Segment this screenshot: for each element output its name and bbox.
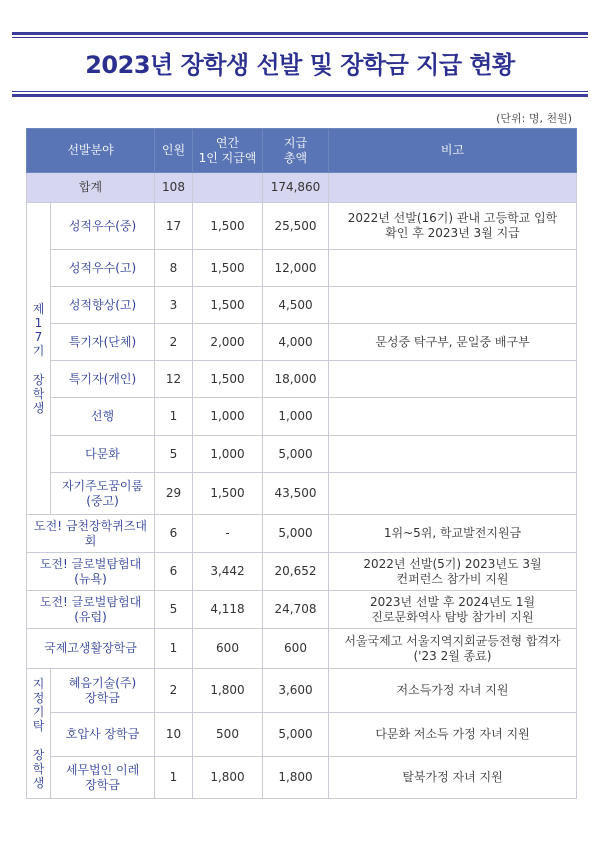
row-note: 2022년 선발(5기) 2023년도 3월 컨퍼런스 참가비 지원 bbox=[329, 553, 577, 591]
row-count: 10 bbox=[155, 713, 193, 757]
row-name: 도전! 글로벌탐험대 (뉴욕) bbox=[27, 553, 155, 591]
row-name: 선행 bbox=[51, 398, 155, 436]
row-note: 저소득가정 자녀 지원 bbox=[329, 669, 577, 713]
header-annual: 연간 1인 지급액 bbox=[193, 129, 263, 173]
row-note: 다문화 저소득 가정 자녀 지원 bbox=[329, 713, 577, 757]
row-annual: 1,500 bbox=[193, 287, 263, 324]
title-banner bbox=[12, 32, 588, 98]
row-name: 도전! 금천장학퀴즈대회 bbox=[27, 515, 155, 553]
row-name: 국제고생활장학금 bbox=[27, 629, 155, 669]
table-row bbox=[27, 553, 577, 591]
row-name: 성적우수(중) bbox=[51, 203, 155, 250]
row-annual: 1,500 bbox=[193, 473, 263, 515]
table-row bbox=[27, 324, 577, 361]
row-annual: 3,442 bbox=[193, 553, 263, 591]
row-annual: 1,800 bbox=[193, 669, 263, 713]
row-total: 5,000 bbox=[263, 713, 329, 757]
row-name: 도전! 글로벌탐험대 (유럽) bbox=[27, 591, 155, 629]
row-total: 20,652 bbox=[263, 553, 329, 591]
row-annual: 1,500 bbox=[193, 203, 263, 250]
row-total: 600 bbox=[263, 629, 329, 669]
row-name: 특기자(단체) bbox=[51, 324, 155, 361]
row-note: 서울국제고 서울지역지회균등전형 합격자 ('23 2월 종료) bbox=[329, 629, 577, 669]
table-row bbox=[27, 757, 577, 799]
row-count: 1 bbox=[155, 398, 193, 436]
row-name: 성적향상(고) bbox=[51, 287, 155, 324]
header-count: 인원 bbox=[155, 129, 193, 173]
table-row bbox=[27, 629, 577, 669]
header-row bbox=[27, 129, 577, 173]
row-note bbox=[329, 361, 577, 398]
row-total: 12,000 bbox=[263, 250, 329, 287]
table-row bbox=[27, 398, 577, 436]
row-total: 4,000 bbox=[263, 324, 329, 361]
header-total: 지급 총액 bbox=[263, 129, 329, 173]
row-count: 1 bbox=[155, 629, 193, 669]
row-total: 43,500 bbox=[263, 473, 329, 515]
row-count: 3 bbox=[155, 287, 193, 324]
table-row bbox=[27, 473, 577, 515]
total-row bbox=[27, 173, 577, 203]
table-row bbox=[27, 669, 577, 713]
total-label: 합계 bbox=[27, 173, 155, 203]
row-name: 특기자(개인) bbox=[51, 361, 155, 398]
table-row bbox=[27, 515, 577, 553]
table-row bbox=[27, 203, 577, 250]
total-note bbox=[329, 173, 577, 203]
row-count: 12 bbox=[155, 361, 193, 398]
row-count: 5 bbox=[155, 591, 193, 629]
header-note: 비고 bbox=[329, 129, 577, 173]
title-rule-top-thin bbox=[12, 37, 588, 38]
row-note bbox=[329, 287, 577, 324]
row-annual: 1,500 bbox=[193, 361, 263, 398]
row-name: 다문화 bbox=[51, 436, 155, 473]
header-field: 선발분야 bbox=[27, 129, 155, 173]
table-row bbox=[27, 361, 577, 398]
row-total: 18,000 bbox=[263, 361, 329, 398]
row-annual: - bbox=[193, 515, 263, 553]
row-count: 6 bbox=[155, 553, 193, 591]
row-annual: 1,000 bbox=[193, 398, 263, 436]
table-row bbox=[27, 287, 577, 324]
total-amount: 174,860 bbox=[263, 173, 329, 203]
row-total: 1,000 bbox=[263, 398, 329, 436]
row-annual: 600 bbox=[193, 629, 263, 669]
group-designated-label: 지정기탁 장학생 bbox=[27, 669, 51, 799]
row-note bbox=[329, 436, 577, 473]
row-note: 문성중 탁구부, 문일중 배구부 bbox=[329, 324, 577, 361]
row-annual: 1,800 bbox=[193, 757, 263, 799]
row-count: 2 bbox=[155, 324, 193, 361]
row-total: 25,500 bbox=[263, 203, 329, 250]
row-count: 6 bbox=[155, 515, 193, 553]
row-count: 8 bbox=[155, 250, 193, 287]
page-title: 2023년 장학생 선발 및 장학금 지급 현황 bbox=[85, 51, 515, 79]
row-annual: 2,000 bbox=[193, 324, 263, 361]
table-row bbox=[27, 436, 577, 473]
row-total: 1,800 bbox=[263, 757, 329, 799]
row-count: 29 bbox=[155, 473, 193, 515]
scholarship-table bbox=[26, 128, 577, 799]
row-name: 자기주도꿈이룸 (중고) bbox=[51, 473, 155, 515]
unit-note: (단위: 명, 천원) bbox=[496, 112, 572, 125]
table-row bbox=[27, 250, 577, 287]
row-note: 2022년 선발(16기) 관내 고등학교 입학 확인 후 2023년 3월 지급 bbox=[329, 203, 577, 250]
row-name: 세무법인 이레 장학금 bbox=[51, 757, 155, 799]
row-note bbox=[329, 473, 577, 515]
title-rule-top bbox=[12, 32, 588, 35]
row-count: 5 bbox=[155, 436, 193, 473]
table-row bbox=[27, 713, 577, 757]
row-name: 호압사 장학금 bbox=[51, 713, 155, 757]
row-annual: 1,000 bbox=[193, 436, 263, 473]
row-note: 탈북가정 자녀 지원 bbox=[329, 757, 577, 799]
row-total: 4,500 bbox=[263, 287, 329, 324]
row-count: 2 bbox=[155, 669, 193, 713]
row-total: 5,000 bbox=[263, 515, 329, 553]
total-annual bbox=[193, 173, 263, 203]
row-annual: 1,500 bbox=[193, 250, 263, 287]
row-total: 24,708 bbox=[263, 591, 329, 629]
title-rule-bottom-thin bbox=[12, 91, 588, 92]
row-count: 17 bbox=[155, 203, 193, 250]
row-note: 1위~5위, 학교발전지원금 bbox=[329, 515, 577, 553]
row-annual: 500 bbox=[193, 713, 263, 757]
row-count: 1 bbox=[155, 757, 193, 799]
row-note bbox=[329, 250, 577, 287]
title-rule-bottom bbox=[12, 94, 588, 97]
row-total: 3,600 bbox=[263, 669, 329, 713]
row-annual: 4,118 bbox=[193, 591, 263, 629]
row-total: 5,000 bbox=[263, 436, 329, 473]
group-17-label: 제17기 장학생 bbox=[27, 203, 51, 515]
row-note bbox=[329, 398, 577, 436]
table-row bbox=[27, 591, 577, 629]
row-name: 성적우수(고) bbox=[51, 250, 155, 287]
row-note: 2023년 선발 후 2024년도 1월 진로문화역사 탐방 참가비 지원 bbox=[329, 591, 577, 629]
total-count: 108 bbox=[155, 173, 193, 203]
row-name: 혜음기술(주) 장학금 bbox=[51, 669, 155, 713]
